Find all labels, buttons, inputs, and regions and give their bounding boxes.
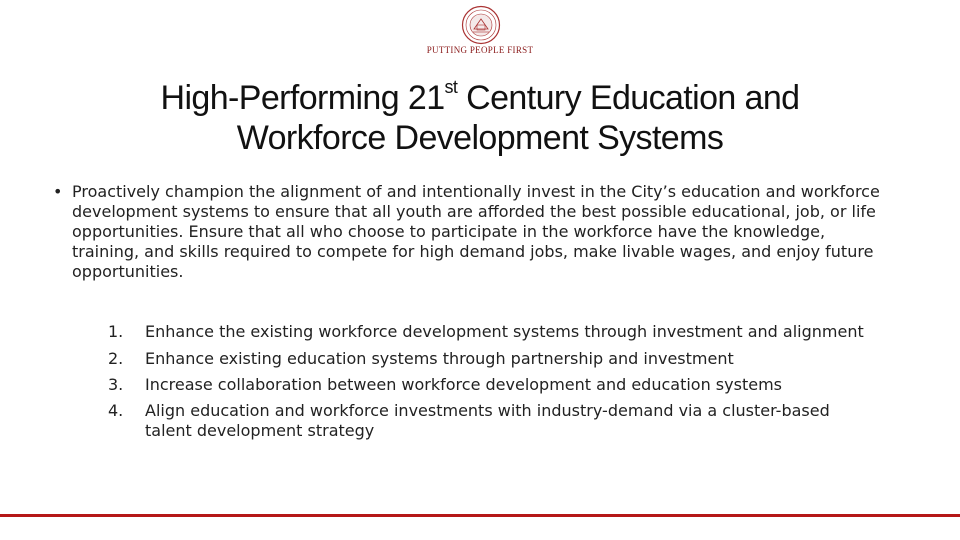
title-superscript: st	[444, 77, 458, 97]
title-part1: High-Performing 21	[160, 79, 445, 117]
list-item	[108, 401, 868, 441]
list-number: 4.	[108, 401, 124, 420]
page-title	[80, 78, 880, 158]
list-text: Increase collaboration between workforce development and education systems	[145, 375, 782, 394]
list-text: Align education and workforce investments with industry-demand via a cluster-based talent development strategy	[145, 401, 830, 440]
list-text: Enhance existing education systems through partnership and investment	[145, 349, 734, 368]
tagline: PUTTING PEOPLE FIRST	[426, 45, 534, 55]
title-line2: Workforce Development Systems	[236, 119, 724, 157]
list-item	[108, 349, 868, 369]
title-part2: Century Education and	[457, 79, 800, 117]
list-text: Enhance the existing workforce development systems through investment and alignment	[145, 322, 864, 341]
list-item	[108, 322, 868, 342]
bullet-text: Proactively champion the alignment of and intentionally invest in the City’s education and workforce development systems to ensure that all youth are afforded the best possible educational, job, or life opportunities. Ensure that all who choose to participate in the workforce have the knowledge, training, and skills required to compete for high demand jobs, make livable wages, and enjoy future opportunities.	[72, 182, 880, 281]
bullet-marker: •	[53, 182, 63, 201]
list-number: 1.	[108, 322, 124, 341]
city-seal-icon	[461, 5, 501, 45]
list-item	[108, 375, 868, 395]
intro-bullet	[53, 182, 887, 282]
list-number: 2.	[108, 349, 124, 368]
list-number: 3.	[108, 375, 124, 394]
bottom-divider	[0, 514, 960, 517]
goals-list	[108, 322, 868, 447]
